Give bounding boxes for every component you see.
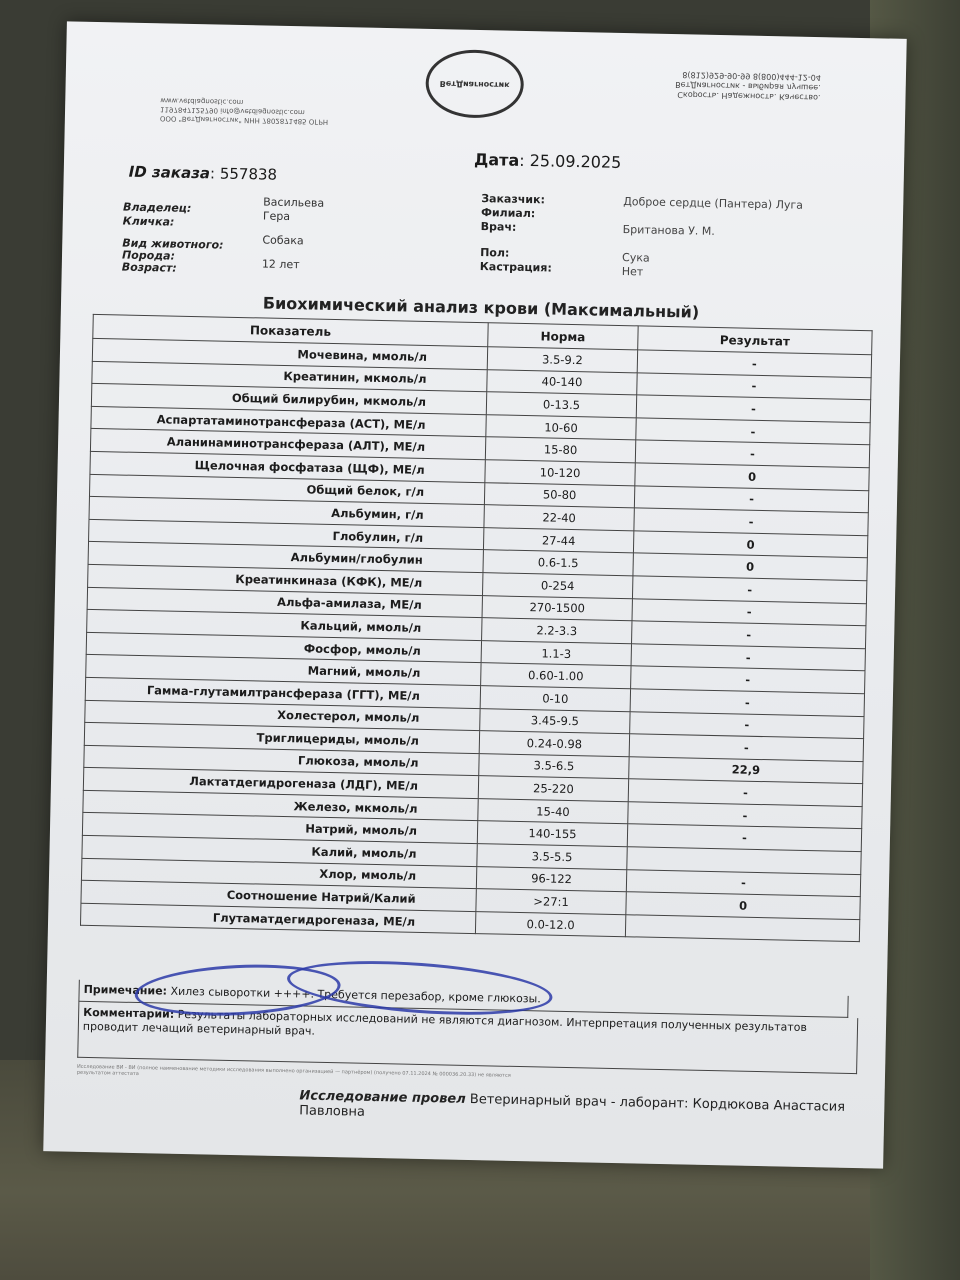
norm-value: 15-40	[478, 798, 628, 824]
order-id-label: ID заказа	[128, 162, 211, 183]
customer-value: Доброе сердце (Пантера) Луга	[623, 195, 804, 212]
pet-name-value: Гера	[262, 209, 291, 224]
result-value: -	[626, 869, 860, 896]
result-value: -	[637, 372, 871, 399]
result-value: -	[631, 644, 865, 671]
result-value: 0	[626, 892, 860, 919]
norm-value: 0-254	[482, 573, 632, 599]
result-value: -	[628, 802, 862, 829]
breed-label: Порода:	[121, 248, 176, 263]
result-value: 0	[633, 531, 867, 558]
castration-value: Нет	[621, 265, 644, 279]
parameter-name: Общий белок, г/л	[89, 474, 484, 505]
parameter-name: Фосфор, ммоль/л	[86, 632, 481, 663]
norm-value: 1.1-3	[481, 640, 631, 666]
norm-value: 50-80	[484, 482, 634, 508]
header-result: Результат	[638, 326, 872, 355]
norm-value: 10-120	[485, 460, 635, 486]
result-value	[625, 915, 859, 942]
result-value: 22,9	[629, 756, 863, 783]
customer-label: Заказчик:	[481, 192, 546, 207]
result-value: -	[630, 711, 864, 738]
parameter-name: Триглицериды, ммоль/л	[84, 722, 479, 753]
sex-label: Пол:	[480, 246, 510, 260]
signature-text: Ветеринарный врач - лаборант: Кордюкова Анастасия Павловна	[298, 1092, 846, 1120]
company-slogan-block	[640, 68, 821, 102]
norm-value: 0.6-1.5	[483, 550, 633, 576]
norm-value: 3.5-6.5	[479, 753, 629, 779]
branch-label: Филиал:	[480, 206, 536, 221]
doctor-label: Врач:	[480, 220, 517, 234]
parameter-name: Кальций, ммоль/л	[87, 610, 482, 641]
comment-text: Результаты лабораторных исследований не являются диагнозом. Интерпретация полученных результатов проводит лечащий ветеринарный врач.	[82, 1007, 808, 1038]
owner-value: Васильева	[263, 195, 325, 210]
norm-value: 3.5-5.5	[477, 844, 627, 870]
doctor-value: Британова У. М.	[622, 223, 715, 238]
result-value: -	[636, 395, 870, 422]
order-id: ID заказа: 557838	[128, 162, 278, 184]
parameter-name: Гамма-глутамилтрансфераза (ГГТ), МЕ/л	[85, 677, 480, 708]
result-value: -	[637, 350, 871, 377]
owner-label: Владелец:	[122, 200, 192, 215]
result-value: -	[635, 440, 869, 467]
result-value: -	[628, 779, 862, 806]
parameter-name: Глюкоза, ммоль/л	[84, 745, 479, 776]
signature-line	[299, 1088, 885, 1130]
result-value: -	[629, 734, 863, 761]
species-label: Вид животного:	[122, 236, 224, 252]
header-parameter: Показатель	[93, 314, 488, 346]
norm-value: 0-10	[480, 686, 630, 712]
norm-value: 2.2-3.3	[482, 618, 632, 644]
norm-value: 0.0-12.0	[475, 911, 625, 937]
parameter-name: Креатинкиназа (КФК), МЕ/л	[88, 564, 483, 595]
parameter-name: Глутаматдегидрогеназа, МЕ/л	[80, 903, 475, 934]
parameter-name: Мочевина, ммоль/л	[92, 338, 487, 369]
parameter-name: Калий, ммоль/л	[82, 835, 477, 866]
fine-print: Исследование ВИ - ВИ (полное наименование методики исследования выполнено организацией — партнёром) (получено 07.11.2024 № 000036.20.33) не являются результатом аттестата	[76, 1063, 511, 1079]
note-label: Примечание:	[83, 982, 168, 998]
norm-value: 0.60-1.00	[481, 663, 631, 689]
comment-label: Комментарии:	[83, 1005, 175, 1021]
parameter-name: Глобулин, г/л	[89, 519, 484, 550]
pet-name-label: Кличка:	[122, 214, 175, 229]
parameter-name: Общий билирубин, мкмоль/л	[91, 384, 486, 415]
result-value: -	[636, 418, 870, 445]
report-date: Дата: 25.09.2025	[473, 149, 622, 172]
note-text: Хилез сыворотки ++++. Требуется перезабор, кроме глюкозы.	[170, 984, 541, 1006]
date-value: 25.09.2025	[529, 151, 622, 172]
result-value: -	[632, 621, 866, 648]
norm-value: 96-122	[476, 866, 626, 892]
company-details: ООО "ВетДиагностик" ИНН 7802871485 ОГРН 1197847125790 info@vetdiagnostic.com www.vetdiagnostic.com	[159, 96, 329, 126]
norm-value: 22-40	[484, 505, 634, 531]
parameter-name: Магний, ммоль/л	[86, 655, 481, 686]
castration-label: Кастрация:	[479, 260, 552, 275]
parameter-name: Хлор, ммоль/л	[81, 858, 476, 889]
norm-value: 0-13.5	[486, 392, 636, 418]
norm-value: 10-60	[486, 414, 636, 440]
parameter-name: Натрий, ммоль/л	[82, 813, 477, 844]
result-value: -	[634, 508, 868, 535]
age-value: 12 лет	[261, 257, 300, 272]
company-phones: 8(812)929-90-99 8(800)444-12-04	[682, 70, 822, 83]
norm-value: 0.24-0.98	[479, 731, 629, 757]
norm-value: 270-1500	[482, 595, 632, 621]
parameter-name: Соотношение Натрий/Калий	[81, 881, 476, 912]
signature-label: Исследование провел	[299, 1088, 466, 1107]
result-value: -	[632, 576, 866, 603]
result-value: 0	[633, 553, 867, 580]
result-value: 0	[635, 463, 869, 490]
sex-value: Сука	[621, 251, 650, 265]
norm-value: 3.45-9.5	[480, 708, 630, 734]
parameter-name: Аспартатаминотрансфераза (АСТ), МЕ/л	[91, 406, 486, 437]
parameter-name: Альбумин, г/л	[89, 497, 484, 528]
result-value: -	[634, 485, 868, 512]
species-value: Собака	[262, 233, 304, 248]
order-id-value: 557838	[219, 164, 278, 184]
parameter-name: Альфа-амилаза, МЕ/л	[87, 587, 482, 618]
result-value: -	[631, 666, 865, 693]
date-label: Дата	[473, 149, 520, 170]
norm-value: 3.5-9.2	[487, 347, 637, 373]
parameter-name: Щелочная фосфатаза (ЩФ), МЕ/л	[90, 451, 485, 482]
result-value: -	[630, 689, 864, 716]
company-logo	[425, 49, 524, 119]
lab-report-sheet	[43, 21, 906, 1168]
norm-value: >27:1	[476, 889, 626, 915]
result-value: -	[632, 598, 866, 625]
parameter-name: Аланинаминотрансфераза (АЛТ), МЕ/л	[90, 429, 485, 460]
report-title: Биохимический анализ крови (Максимальный)	[262, 293, 700, 322]
parameter-name: Железо, мкмоль/л	[83, 790, 478, 821]
header-norm: Норма	[488, 323, 638, 350]
results-table	[80, 314, 873, 943]
result-value: -	[627, 824, 861, 851]
norm-value: 40-140	[487, 369, 637, 395]
parameter-name: Альбумин/глобулин	[88, 542, 483, 573]
parameter-name: Холестерол, ммоль/л	[85, 700, 480, 731]
company-slogan: Скорость. Надежность. Качество. ВетДиагностик - выбирая лучшее.	[675, 80, 821, 103]
parameter-name: Креатинин, мкмоль/л	[92, 361, 487, 392]
age-label: Возраст:	[121, 260, 177, 275]
parameter-name: Лактатдегидрогеназа (ЛДГ), МЕ/л	[83, 768, 478, 799]
norm-value: 27-44	[483, 527, 633, 553]
logo-text: ВетДиагностик	[439, 78, 510, 90]
norm-value: 25-220	[478, 776, 628, 802]
norm-value: 15-80	[485, 437, 635, 463]
norm-value: 140-155	[477, 821, 627, 847]
